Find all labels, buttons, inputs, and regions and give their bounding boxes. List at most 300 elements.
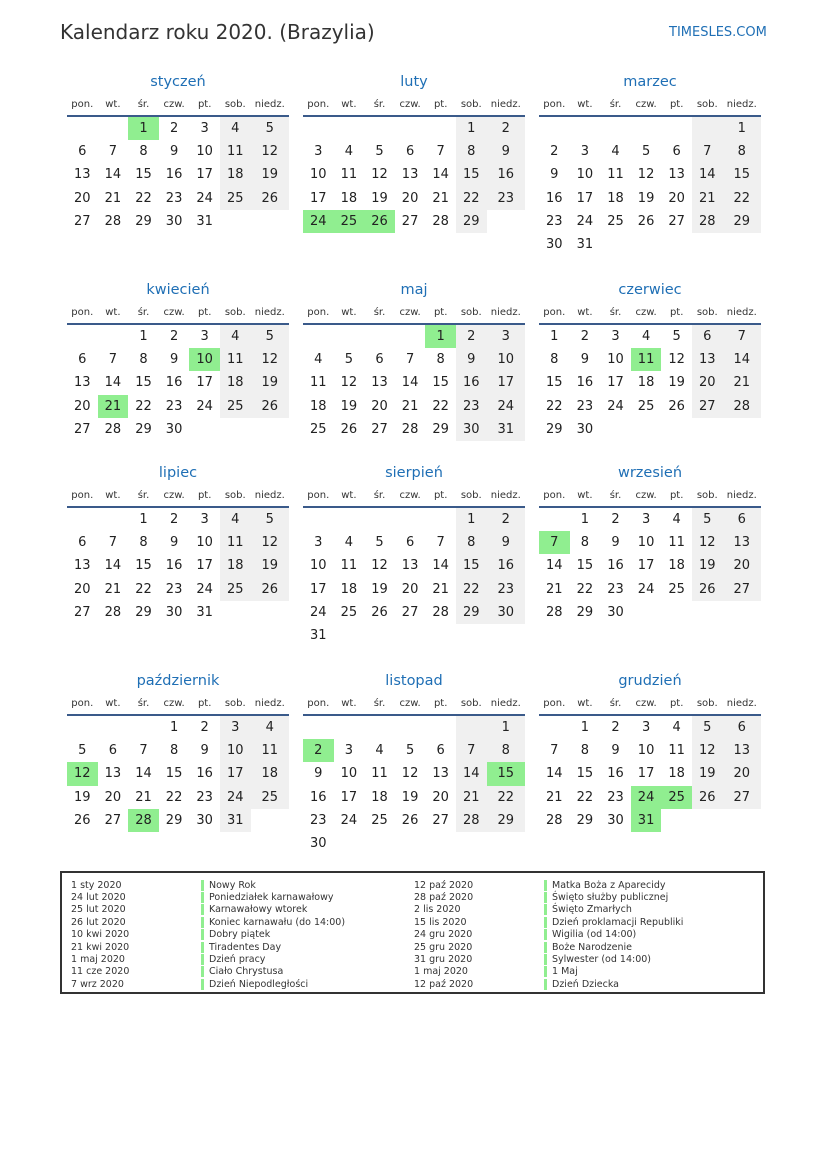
day-cell: 30 bbox=[165, 604, 183, 620]
day-cell: 2 bbox=[169, 329, 179, 344]
legend-holiday-name: Sylwester (od 14:00) bbox=[544, 954, 651, 965]
day-cell: 17 bbox=[637, 766, 655, 782]
day-cell: 31 bbox=[220, 809, 251, 832]
week-row bbox=[67, 508, 289, 531]
day-cell: 14 bbox=[104, 167, 122, 183]
day-cell: 25 bbox=[310, 421, 327, 437]
day-cell: 23 bbox=[165, 190, 183, 206]
legend-date: 31 gru 2020 bbox=[414, 954, 473, 966]
day-cell: 12 bbox=[637, 167, 655, 183]
week-row bbox=[539, 140, 761, 163]
day-cell: 20 bbox=[668, 190, 685, 206]
day-cell: 13 bbox=[401, 558, 419, 574]
day-cell: 10 bbox=[637, 743, 655, 759]
day-cell: 23 bbox=[607, 581, 624, 597]
weekday-header bbox=[303, 93, 525, 115]
week-row bbox=[539, 531, 761, 554]
day-cell: 8 bbox=[456, 140, 487, 163]
day-cell: 28 bbox=[546, 812, 563, 828]
day-cell: 24 bbox=[196, 581, 213, 597]
day-cell: 15 bbox=[165, 766, 183, 782]
weekday-label: niedz. bbox=[726, 306, 757, 318]
legend-date: 26 lut 2020 bbox=[71, 916, 126, 928]
month-name: maj bbox=[400, 282, 428, 298]
empty-cell bbox=[425, 508, 456, 531]
legend-item bbox=[414, 879, 683, 891]
month-5 bbox=[539, 280, 761, 441]
legend-item bbox=[414, 929, 683, 941]
weekday-label: pon. bbox=[71, 98, 94, 110]
day-cell: 29 bbox=[165, 812, 183, 828]
day-cell: 23 bbox=[165, 581, 183, 597]
day-cell: 15 bbox=[487, 762, 525, 785]
day-cell: 11 bbox=[220, 531, 251, 554]
day-cell: 14 bbox=[546, 766, 563, 782]
day-cell: 6 bbox=[723, 716, 761, 739]
day-cell: 31 bbox=[196, 213, 213, 229]
day-cell: 27 bbox=[723, 578, 761, 601]
empty-cell bbox=[692, 601, 723, 624]
day-cell: 6 bbox=[375, 352, 384, 368]
weekday-label: wt. bbox=[341, 306, 357, 318]
day-cell: 2 bbox=[611, 512, 620, 527]
empty-cell bbox=[67, 716, 98, 739]
week-row bbox=[67, 371, 289, 394]
legend-date: 12 paź 2020 bbox=[414, 978, 474, 990]
weekday-header bbox=[303, 484, 525, 506]
day-cell: 11 bbox=[220, 140, 251, 163]
weekday-label: wt. bbox=[577, 697, 593, 709]
weekday-label: pt. bbox=[197, 489, 212, 501]
day-cell: 26 bbox=[371, 604, 388, 620]
month-11 bbox=[539, 671, 761, 832]
day-cell: 28 bbox=[128, 809, 159, 832]
day-cell: 19 bbox=[251, 371, 289, 394]
day-cell: 24 bbox=[637, 581, 655, 597]
day-cell: 22 bbox=[723, 187, 761, 210]
weekday-label: sob. bbox=[224, 697, 246, 709]
day-cell: 2 bbox=[550, 144, 559, 160]
day-cell: 24 bbox=[196, 190, 213, 206]
day-cell: 9 bbox=[200, 743, 209, 759]
weekday-label: pon. bbox=[307, 697, 330, 709]
empty-cell bbox=[539, 716, 570, 739]
month-name: wrzesień bbox=[617, 465, 683, 481]
empty-cell bbox=[303, 117, 334, 140]
day-cell: 13 bbox=[692, 348, 723, 371]
day-cell: 26 bbox=[668, 398, 685, 414]
day-cell: 8 bbox=[139, 144, 148, 160]
day-cell: 17 bbox=[576, 190, 594, 206]
day-cell: 16 bbox=[487, 163, 525, 186]
week-row bbox=[67, 187, 289, 210]
weekday-label: pt. bbox=[197, 697, 212, 709]
week-row bbox=[303, 624, 525, 647]
legend-item bbox=[71, 891, 345, 903]
day-cell: 25 bbox=[220, 578, 251, 601]
weekday-label: niedz. bbox=[726, 489, 757, 501]
day-cell: 12 bbox=[67, 762, 98, 785]
day-cell: 30 bbox=[546, 236, 563, 252]
empty-cell bbox=[67, 117, 98, 140]
empty-cell bbox=[661, 418, 692, 441]
day-cell: 23 bbox=[456, 395, 487, 418]
day-cell: 26 bbox=[251, 395, 289, 418]
month-8 bbox=[539, 463, 761, 624]
legend-date: 15 lis 2020 bbox=[414, 916, 467, 928]
day-cell: 30 bbox=[196, 812, 213, 828]
empty-cell bbox=[98, 117, 129, 140]
day-cell: 20 bbox=[74, 398, 91, 414]
day-cell: 1 bbox=[139, 512, 148, 527]
week-row bbox=[539, 716, 761, 739]
day-cell: 19 bbox=[371, 190, 388, 206]
day-cell: 19 bbox=[668, 375, 685, 391]
day-cell: 1 bbox=[550, 329, 559, 344]
day-cell: 8 bbox=[580, 535, 590, 551]
week-row bbox=[67, 716, 289, 739]
day-cell: 20 bbox=[401, 581, 419, 597]
day-cell: 11 bbox=[251, 739, 289, 762]
week-row bbox=[539, 739, 761, 762]
day-cell: 9 bbox=[456, 348, 487, 371]
day-cell: 30 bbox=[607, 604, 624, 620]
day-cell: 8 bbox=[550, 352, 559, 368]
empty-cell bbox=[67, 325, 98, 348]
day-cell: 16 bbox=[607, 766, 624, 782]
weekday-label: czw. bbox=[635, 306, 657, 318]
weekday-header bbox=[539, 93, 761, 115]
day-cell: 4 bbox=[672, 512, 681, 527]
day-cell: 18 bbox=[310, 398, 327, 414]
day-cell: 11 bbox=[340, 167, 358, 183]
day-cell: 18 bbox=[340, 190, 358, 206]
weekday-label: wt. bbox=[105, 697, 121, 709]
day-cell: 26 bbox=[401, 812, 419, 828]
week-row bbox=[303, 508, 525, 531]
legend-holiday-name: Ciało Chrystusa bbox=[201, 966, 283, 977]
day-cell: 8 bbox=[139, 352, 148, 368]
empty-cell bbox=[395, 325, 426, 348]
day-cell: 11 bbox=[668, 535, 685, 551]
weekday-label: śr. bbox=[137, 98, 150, 110]
day-cell: 14 bbox=[692, 163, 723, 186]
empty-cell bbox=[487, 832, 525, 855]
legend-holiday-name: Wigilia (od 14:00) bbox=[544, 929, 636, 940]
day-cell: 16 bbox=[607, 558, 624, 574]
day-cell: 11 bbox=[310, 375, 327, 391]
weekday-label: wt. bbox=[341, 697, 357, 709]
weekday-label: śr. bbox=[609, 697, 622, 709]
empty-cell bbox=[364, 325, 395, 348]
empty-cell bbox=[395, 508, 426, 531]
day-cell: 15 bbox=[456, 163, 487, 186]
weekday-header bbox=[67, 484, 289, 506]
day-cell: 18 bbox=[340, 581, 358, 597]
day-cell: 27 bbox=[371, 421, 388, 437]
month-4 bbox=[303, 280, 525, 441]
day-cell: 9 bbox=[169, 535, 179, 551]
day-cell: 14 bbox=[104, 558, 122, 574]
weekday-label: czw. bbox=[163, 697, 185, 709]
weekday-label: sob. bbox=[696, 697, 718, 709]
weekday-label: czw. bbox=[163, 98, 185, 110]
day-cell: 15 bbox=[576, 558, 594, 574]
empty-cell bbox=[539, 117, 570, 140]
day-cell: 14 bbox=[432, 558, 449, 574]
day-cell: 27 bbox=[692, 395, 723, 418]
day-cell: 21 bbox=[432, 581, 449, 597]
day-cell: 10 bbox=[637, 535, 655, 551]
day-cell: 10 bbox=[576, 167, 594, 183]
weekday-label: niedz. bbox=[254, 489, 285, 501]
day-cell: 16 bbox=[165, 558, 183, 574]
legend-item bbox=[414, 966, 683, 978]
day-cell: 19 bbox=[251, 554, 289, 577]
day-cell: 30 bbox=[487, 601, 525, 624]
day-cell: 17 bbox=[310, 190, 327, 206]
weekday-label: czw. bbox=[163, 489, 185, 501]
day-cell: 13 bbox=[371, 375, 388, 391]
day-cell: 18 bbox=[220, 371, 251, 394]
legend-date: 12 paź 2020 bbox=[414, 879, 474, 891]
day-cell: 25 bbox=[637, 398, 655, 414]
day-cell: 23 bbox=[196, 789, 213, 805]
weekday-label: niedz. bbox=[726, 697, 757, 709]
day-cell: 22 bbox=[165, 789, 183, 805]
empty-cell bbox=[723, 601, 761, 624]
site-link[interactable]: TIMESLES.COM bbox=[669, 25, 767, 40]
weekday-label: czw. bbox=[635, 98, 657, 110]
week-row bbox=[539, 348, 761, 371]
weekday-label: sob. bbox=[460, 697, 482, 709]
day-cell: 31 bbox=[576, 236, 594, 252]
day-cell: 26 bbox=[251, 578, 289, 601]
week-row bbox=[539, 325, 761, 348]
day-cell: 14 bbox=[546, 558, 563, 574]
day-cell: 24 bbox=[303, 210, 334, 233]
day-cell: 25 bbox=[340, 604, 358, 620]
weekday-label: pon. bbox=[71, 306, 94, 318]
day-cell: 21 bbox=[104, 190, 122, 206]
day-cell: 24 bbox=[631, 786, 662, 809]
empty-cell bbox=[570, 117, 601, 140]
day-cell: 6 bbox=[405, 144, 415, 160]
empty-cell bbox=[723, 418, 761, 441]
day-cell: 1 bbox=[580, 720, 590, 735]
day-cell: 25 bbox=[251, 786, 289, 809]
day-cell: 3 bbox=[487, 325, 525, 348]
weekday-label: niedz. bbox=[254, 306, 285, 318]
weekday-label: pon. bbox=[71, 489, 94, 501]
empty-cell bbox=[631, 233, 662, 256]
empty-cell bbox=[334, 832, 365, 855]
weekday-label: czw. bbox=[399, 98, 421, 110]
weekday-label: wt. bbox=[577, 306, 593, 318]
day-cell: 26 bbox=[340, 421, 358, 437]
weekday-label: pon. bbox=[307, 489, 330, 501]
day-cell: 27 bbox=[432, 812, 449, 828]
week-row bbox=[303, 554, 525, 577]
empty-cell bbox=[364, 716, 395, 739]
day-cell: 2 bbox=[487, 117, 525, 140]
day-cell: 7 bbox=[108, 352, 118, 368]
day-cell: 4 bbox=[220, 117, 251, 140]
day-cell: 11 bbox=[607, 167, 624, 183]
empty-cell bbox=[539, 508, 570, 531]
weekday-label: śr. bbox=[609, 306, 622, 318]
legend-holiday-name: Poniedziałek karnawałowy bbox=[201, 892, 333, 903]
day-cell: 24 bbox=[196, 398, 213, 414]
empty-cell bbox=[334, 117, 365, 140]
legend-date: 21 kwi 2020 bbox=[71, 941, 130, 953]
day-cell: 19 bbox=[340, 398, 358, 414]
empty-cell bbox=[692, 809, 723, 832]
weekday-label: śr. bbox=[609, 489, 622, 501]
weekday-label: wt. bbox=[105, 489, 121, 501]
weekday-label: pt. bbox=[669, 306, 684, 318]
day-cell: 7 bbox=[723, 325, 761, 348]
week-row bbox=[539, 233, 761, 256]
legend-date: 2 lis 2020 bbox=[414, 904, 461, 916]
legend-item bbox=[414, 904, 683, 916]
day-cell: 23 bbox=[165, 398, 183, 414]
day-cell: 26 bbox=[74, 812, 91, 828]
day-cell: 18 bbox=[220, 554, 251, 577]
legend-holiday-name: 1 Maj bbox=[544, 966, 578, 977]
week-row bbox=[303, 601, 525, 624]
day-cell: 21 bbox=[456, 786, 487, 809]
day-cell: 25 bbox=[220, 187, 251, 210]
legend-item bbox=[414, 916, 683, 928]
empty-cell bbox=[334, 508, 365, 531]
weekday-label: czw. bbox=[635, 697, 657, 709]
legend-holiday-name: Dzień pracy bbox=[201, 954, 265, 965]
day-cell: 3 bbox=[641, 512, 651, 527]
empty-cell bbox=[600, 418, 631, 441]
legend-item bbox=[414, 891, 683, 903]
day-cell: 9 bbox=[611, 535, 620, 551]
day-cell: 25 bbox=[661, 786, 692, 809]
day-cell: 4 bbox=[344, 535, 354, 551]
day-cell: 18 bbox=[637, 375, 655, 391]
empty-cell bbox=[303, 325, 334, 348]
day-cell: 1 bbox=[425, 325, 456, 348]
empty-cell bbox=[661, 117, 692, 140]
day-cell: 12 bbox=[340, 375, 358, 391]
day-cell: 8 bbox=[723, 140, 761, 163]
day-cell: 22 bbox=[487, 786, 525, 809]
legend-column-right bbox=[414, 879, 683, 991]
day-cell: 23 bbox=[576, 398, 594, 414]
day-cell: 21 bbox=[546, 581, 563, 597]
weekday-label: wt. bbox=[577, 489, 593, 501]
day-cell: 27 bbox=[723, 786, 761, 809]
day-cell: 28 bbox=[723, 395, 761, 418]
day-cell: 20 bbox=[371, 398, 388, 414]
legend-item bbox=[71, 879, 345, 891]
day-cell: 27 bbox=[74, 213, 91, 229]
week-row bbox=[539, 578, 761, 601]
legend-date: 10 kwi 2020 bbox=[71, 929, 130, 941]
week-row bbox=[303, 117, 525, 140]
day-cell: 20 bbox=[723, 554, 761, 577]
day-cell: 5 bbox=[375, 535, 384, 551]
day-cell: 25 bbox=[220, 395, 251, 418]
day-cell: 17 bbox=[637, 558, 655, 574]
day-cell: 7 bbox=[456, 739, 487, 762]
day-cell: 4 bbox=[375, 743, 384, 759]
weekday-label: pon. bbox=[543, 489, 566, 501]
day-cell: 22 bbox=[135, 190, 152, 206]
week-row bbox=[303, 163, 525, 186]
weekday-label: wt. bbox=[341, 489, 357, 501]
day-cell: 7 bbox=[550, 743, 559, 759]
day-cell: 15 bbox=[456, 554, 487, 577]
empty-cell bbox=[364, 624, 395, 647]
week-row bbox=[303, 140, 525, 163]
weekday-label: sob. bbox=[460, 489, 482, 501]
day-cell: 11 bbox=[668, 743, 685, 759]
week-row bbox=[67, 531, 289, 554]
day-cell: 15 bbox=[135, 558, 152, 574]
day-cell: 12 bbox=[401, 766, 419, 782]
day-cell: 29 bbox=[487, 809, 525, 832]
day-cell: 3 bbox=[200, 329, 209, 344]
week-row bbox=[303, 578, 525, 601]
legend-date: 1 maj 2020 bbox=[414, 966, 468, 978]
day-cell: 19 bbox=[371, 581, 388, 597]
day-cell: 29 bbox=[432, 421, 449, 437]
week-row bbox=[67, 140, 289, 163]
empty-cell bbox=[303, 716, 334, 739]
empty-cell bbox=[425, 716, 456, 739]
weekday-label: pon. bbox=[71, 697, 94, 709]
empty-cell bbox=[692, 117, 723, 140]
weekday-label: pt. bbox=[433, 489, 448, 501]
empty-cell bbox=[128, 716, 159, 739]
day-cell: 13 bbox=[74, 167, 91, 183]
day-cell: 4 bbox=[641, 329, 651, 344]
month-name: lipiec bbox=[158, 465, 198, 481]
week-row bbox=[303, 809, 525, 832]
day-cell: 3 bbox=[314, 144, 323, 160]
legend-date: 11 cze 2020 bbox=[71, 966, 130, 978]
day-cell: 28 bbox=[401, 421, 419, 437]
day-cell: 25 bbox=[334, 210, 365, 233]
week-row bbox=[67, 418, 289, 441]
day-cell: 26 bbox=[637, 213, 655, 229]
empty-cell bbox=[631, 117, 662, 140]
day-cell: 25 bbox=[668, 581, 685, 597]
weekday-label: pon. bbox=[543, 306, 566, 318]
weekday-label: czw. bbox=[635, 489, 657, 501]
day-cell: 12 bbox=[251, 140, 289, 163]
day-cell: 6 bbox=[108, 743, 118, 759]
day-cell: 3 bbox=[344, 743, 354, 759]
weekday-label: wt. bbox=[341, 98, 357, 110]
empty-cell bbox=[395, 716, 426, 739]
day-cell: 11 bbox=[631, 348, 662, 371]
day-cell: 3 bbox=[611, 329, 620, 344]
day-cell: 30 bbox=[165, 213, 183, 229]
weekday-header bbox=[303, 301, 525, 323]
legend-item bbox=[414, 941, 683, 953]
day-cell: 29 bbox=[546, 421, 563, 437]
week-row bbox=[539, 117, 761, 140]
day-cell: 23 bbox=[546, 213, 563, 229]
week-row bbox=[303, 348, 525, 371]
